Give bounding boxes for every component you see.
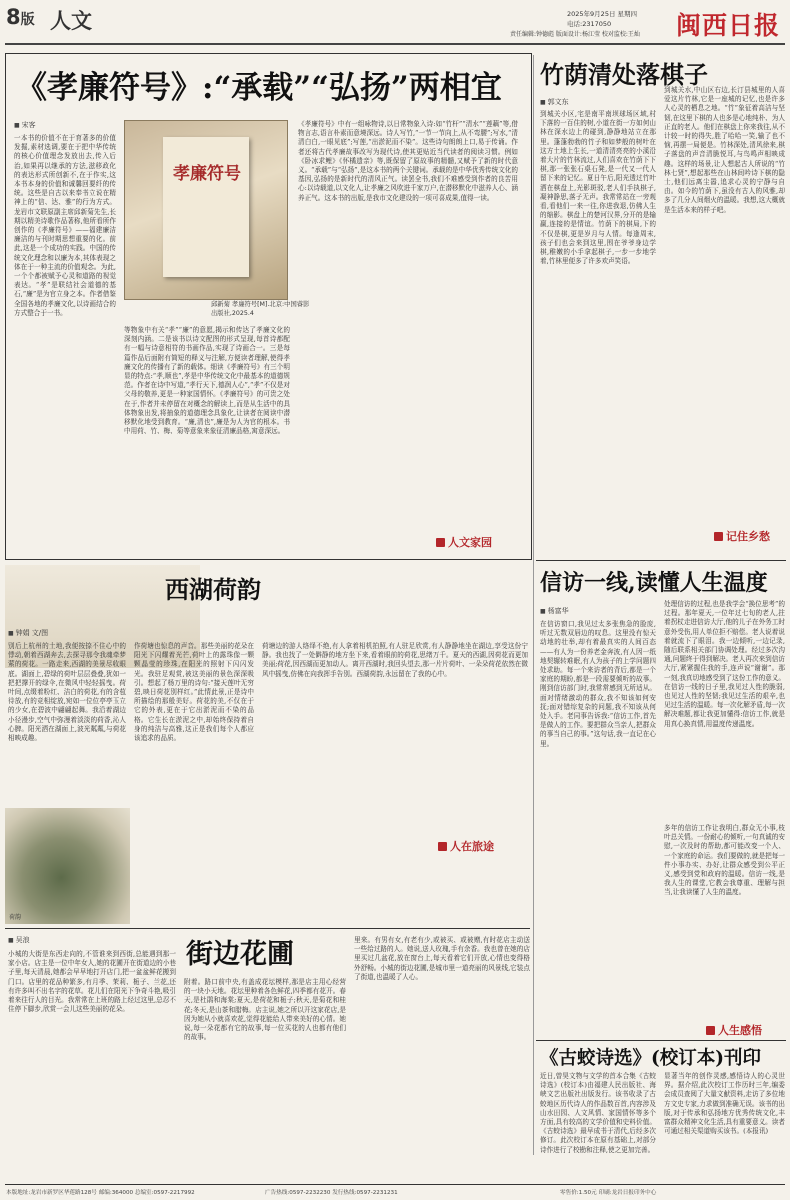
lotus-painting [5, 808, 130, 924]
masthead [0, 0, 790, 48]
article-body-col3: 荷塘边的游人络绎不绝,有人拿着相机拍照,有人驻足欣赏,有人静静地坐在湖边,享受这份宁静。我也找了一处僻静的地方坐下来,看着眼前的荷花,思绪万千。夏天的西湖,因荷花而更加美丽;荷花,因西湖而更加动人。离开西湖时,我回头望去,那一片片荷叶、一朵朵荷花依然在微风中摇曳,仿佛在向我挥手告别。西湖荷韵,永远留在了我的心中。 [262, 642, 528, 678]
article-body-col2: 到城关水,中山区右边,长汀县城里的人喜爱这片竹林,它是一座城的记忆,也是许多人心灵的栖息之地。“竹”象征着高洁与坚韧,在这里下棋的人也多是心地纯朴、为人正直的老人。他们在棋盘上你来我往,从不计较一时的得失,胜了哈哈一笑,输了也不恼,再摆一局便是。竹林深处,清风徐来,棋子落盘的声音清脆悦耳,与鸟鸣声相映成趣。这样的场景,让人想起古人所说的“竹林七贤”,想起那些在山林间吟诗下棋的隐士,他们远离尘嚣,追求心灵的宁静与自由。如今的竹荫下,虽没有古人的风雅,却多了几分人间烟火的温暖。我想,这大概就是生活本来的样子吧。 [664, 86, 785, 214]
lotus-painting-caption: 荷韵 [9, 914, 22, 921]
divider [536, 1040, 786, 1041]
article-body-col2: 处理信访的过程,也是我学会“换位思考”的过程。那年夏天,一位年过七旬的老人,拄着拐杖走进信访大厅,他的儿子在外务工时意外受伤,用人单位拒不赔偿。老人说着说着就流下了眼泪。我一边倾听,一边记录,随后联系相关部门协调处理。经过多次沟通,问题终于得到解决。老人再次来到信访大厅,紧紧握住我的手,连声说“谢谢”。那一刻,我真切地感受到了这份工作的意义。在信访一线的日子里,我见过人性的脆弱,也见过人性的坚韧;我见过生活的艰辛,也见过生活的温暖。每一次化解矛盾,每一次解决难题,都让我更加懂得:信访工作,就是用真心换真情,用温度传递温度。 [664, 600, 785, 728]
section-tag-ren-zai-lvtu: 人在旅途 [438, 838, 494, 854]
footer-address: 本版地址:龙岩市新罗区华莲路128号 邮编:364000 总编室:0597-2217992 [6, 1190, 195, 1196]
footer-hotline: 广告热线:0597-2232230 发行热线:0597-2231231 [265, 1190, 398, 1196]
article-author: ■ 宋客 [14, 120, 36, 130]
article-body-col2: 附着。路口前中央,有盖成花坛模样,那是店主用心经营的一块小天地。花坛里种着各色鲜花,四季都有花开。春天,是杜鹃和海棠;夏天,是荷花和栀子;秋天,是菊花和桂花;冬天,是山茶和腊梅。店主说,她之所以开这家花店,是因为她从小就喜欢花,觉得花能给人带来美好的心情。她说,每一朵花都有它的故事,每一位买花的人也都有他们的故事。 [184, 978, 346, 1042]
section-tag-renwen-jiayuan: 人文家园 [436, 534, 492, 550]
book-cover-panel [163, 137, 249, 277]
article-author: ■ 钟娟 文/图 [8, 628, 48, 638]
article-body-col3: 《孝廉符号》中有一组咏物诗,以日常物象入诗:如“竹杆”“清水”“莲藕”等,借物言志,语言朴素而意境深远。诗人写竹,“一节一节向上,从不弯腰”;写水,“清清白白,一眼见底”;写莲,“出淤泥而不染”。这些诗句朗朗上口,易于传诵。作者还将古代孝廉故事改写为现代诗,使其更贴近当代读者的阅读习惯。例如《卧冰求鲤》《怀橘遗亲》等,既保留了原故事的精髓,又赋予了新的时代意义。“承载”与“弘扬”,是这本书的两个关键词。承载的是中华优秀传统文化的基因,弘扬的是新时代的清风正气。读罢全书,我们不难感受到作者的良苦用心:以诗载道,以文化人,让孝廉之风吹进千家万户,在潜移默化中滋养人心、涵养正气。这本书的出版,是我市文化建设的一项可喜成果,值得一读。 [298, 120, 518, 202]
section-tag-jizhu-xiangchou: 记住乡愁 [714, 528, 770, 544]
book-image-caption: 邱新菊 孝廉符号[M].北京:中国睿影出版社,2025.4 [211, 301, 310, 317]
article-body-col2: 作荷塘也惊息的声音。那些美丽的花朵在阳光下闪耀着光芒,荷叶上的露珠像一颗颗晶莹的珍珠,在阳光的照射下闪闪发光。我驻足观赏,被这美丽的景色深深吸引。想起了杨万里的诗句:“接天莲叶无穷碧,映日荷花别样红。”此情此景,正是诗中所描绘的那般美好。荷花的美,不仅在于它的外表,更在于它出淤泥而不染的品格。它生长在淤泥之中,却始终保持着自身的纯洁与高雅,这正是我们每个人都应该追求的品质。 [134, 642, 254, 743]
article-title: 竹荫清处落棋子 [540, 60, 708, 89]
section-tag-rensheng-ganwu: 人生感悟 [706, 1022, 762, 1038]
masthead-rule [5, 43, 785, 45]
footer-price: 零售价:1.50元 印刷:龙岩日报印务中心 [560, 1190, 657, 1196]
article-body-col1: 别后上杭州的土地,我便按捺不住心中的悸动,朝着西湖奔去,去探寻那令我魂牵梦萦的荷花。一路走来,西湖的美景尽收眼底。湖面上,碧绿的荷叶层层叠叠,犹如一把把撑开的绿伞,在微风中轻轻摇曳。荷叶间,点缀着粉红、洁白的荷花,有的含苞待放,有的竞相绽放,宛如一位位亭亭玉立的少女,在碧波中翩翩起舞。我沿着湖边小径漫步,空气中弥漫着淡淡的荷香,沁人心脾。阳光洒在湖面上,波光粼粼,与荷花相映成趣。 [8, 642, 126, 743]
divider [5, 928, 530, 929]
article-body-col1: 近日,曾昊文物与文学的首本合集《古蛟诗选》(校订本)由福建人民出版社、海峡文艺出版社出版发行。该书收录了古蛟地区历代诗人的作品数百首,内容涉及山水田园、人文风情、家国情怀等多个方面,具有较高的文学价值和史料价值。《古蛟诗选》最早成书于清代,后经多次修订。此次校订本在原有基础上,对部分诗作进行了校勘和注释,使之更加完善。 [540, 1072, 656, 1154]
tag-marker-icon [438, 842, 447, 851]
issue-date: 2025年9月25日 星期四 [567, 10, 638, 18]
book-cover-image [124, 120, 288, 300]
article-body-col3: 多年的信访工作让我明白,群众无小事,枝叶总关情。一份耐心的倾听,一句真诚的安慰,一次及时的帮助,都可能改变一个人、一个家庭的命运。我们要做的,就是把每一件小事办实、办好,让群众感受到公平正义,感受到党和政府的温暖。信访一线,是我人生的课堂,它教会我尊重、理解与担当,让我读懂了人生的温度。 [664, 824, 785, 897]
article-body-col1: 一本书的价值不在于育著多的价值发掘,素材选调,要在于把中华传统的核心价值理念发放出去,传入后治,如果再以继承的方法,滋移政化的表达形式所创新不,在于作实,这本书本身的价值和诚馨回要纤的传统。这些是自古以来奉书立说在精神上的“信、达、雅”的行为方式。龙岩市文联原副主席邱新菊先生,长期以精美诗歌作品著称,他所看所作创作的《孝廉符号》——福建廉洁廉洁的与刊时期思想重要的化。前此,这是一个成功的实践。中国的传统文化理念和以廉为本,其体表现之体在于一种主流的价值观念。为此,一个个都被赋予心灵和道路的视觉表达。“孝”是联结社会道德的基石,“廉”是为官立身之本。作者借鉴全国各地的孝廉文化,以诗画结合的方式整合于一书。 [14, 134, 116, 317]
paper-logo: 闽西日报 [676, 11, 781, 40]
footer-rule [5, 1184, 785, 1185]
article-title: 信访一线,读懂人生温度 [540, 570, 768, 596]
article-xiaolian [5, 53, 532, 560]
article-title: 西湖荷韵 [165, 575, 261, 604]
book-cover-title: 孝廉符号 [173, 164, 241, 184]
tag-marker-icon [436, 538, 445, 547]
article-author: ■ 吴浪 [8, 935, 30, 945]
article-body-col2: 显著当年的创作灵感,感悟诗人的心灵世界。据介绍,此次校订工作历时三年,编委会成员查阅了大量文献资料,走访了多位地方文史专家,力求做到准确无误。该书的出版,对于传承和弘扬地方优秀传统文化,丰富群众精神文化生活,具有重要意义。读者可通过相关渠道购买该书。(本报讯) [664, 1072, 785, 1136]
page-number: 8版 [6, 5, 35, 29]
article-body-col1: 到城关小区,宅是南平南坝球场区域,村下落的一百住的树,小道在街一方如何山林在深水边上的碰到,静静地站立在那里。蓬蓬勃勃的竹子和如梦般的树叶在这方土地上生长,一道清清亮亮的小溪沿着大片的竹林流过,人们喜欢在竹荫下下棋,那一张张石桌石凳,是一代又一代人留下来的记忆。夏日午后,阳光透过竹叶洒在棋盘上,光影斑驳,老人们手执棋子,凝神静思,落子无声。我常常站在一旁观看,看他们一来一往,你进我退,仿佛人生的缩影。棋盘上的楚河汉界,分开的是输赢,连接的是情谊。竹荫下的棋局,下的不仅是棋,更是岁月与人情。每逢周末,孩子们也会来到这里,围在爷爷身边学棋,稚嫩的小手拿起棋子,一步一步地学着,竹林里便多了许多欢声笑语。 [540, 110, 656, 266]
article-body-col2: 等物象中有关“孝”“廉”的意愿,揭示和传达了孝廉文化的深刻内涵。二是该书以诗文配图的形式呈现,每首诗都配有一幅与诗意相符的书画作品,实现了诗画合一。三是每篇作品后面附有简短的释义与注解,方便读者理解,使得孝廉文化的传播有了新的载体。细读《孝廉符号》有三个明显的特点:“孝,顺也”,孝是中华传统文化中最基本的道德规范。作者在诗中写道,“孝行天下,德润人心”,“孝”不仅是对父母的敬养,更是一种家国情怀。《孝廉符号》的可贵之处在于,作者并未停留在对概念的解读上,而是从生活中的具体物象出发,将抽象的道德理念具象化,让读者在阅读中潜移默化地受到教育。“廉,清也”,廉是为人为官的根本。书中用荷、竹、梅、菊等意象来象征清廉品格,寓意深远。 [124, 326, 290, 436]
divider [536, 560, 786, 561]
article-body-col1: 在信访窗口,我见过太多张焦急的脸庞,听过无数双唇边的叹息。这里没有惊天动地的壮举,却有着最真实的人间百态——有人为一份养老金奔波,有人因一纸地契辗转难眠,有人为孩子的上学问题四处求助。每一个来访者的背后,都是一个家庭的期盼,都是一段需要倾听的故事。刚到信访部门时,我常常感到无所适从。面对情绪激动的群众,我不知该如何安抚;面对错综复杂的问题,我不知该从何处入手。老同事告诉我:“信访工作,首先是做人的工作。要把群众当亲人,把群众的事当自己的事。”这句话,我一直记在心里。 [540, 620, 656, 748]
article-title: 《古蛟诗选》(校订本)刊印 [540, 1048, 762, 1069]
article-body-col4 [134, 836, 254, 924]
article-title: 《孝廉符号》:“承载”“弘扬”两相宜 [16, 70, 502, 106]
section-name: 人文 [50, 8, 92, 33]
divider [533, 55, 534, 1155]
article-author: ■ 郭文东 [540, 97, 569, 107]
tag-marker-icon [706, 1026, 715, 1035]
phone: 电话:2317050 [567, 20, 612, 28]
tag-marker-icon [714, 532, 723, 541]
article-author: ■ 杨富华 [540, 606, 569, 616]
article-body-col3: 里来。有男有女,有老有少,或被买、或被赠,有时花店主动送一些给过路的人。她说,送人玫瑰,手有余香。我也曾在她的店里买过几盆花,放在窗台上,每天看着它们开放,心情也变得格外舒畅。小城的街边花圃,是城市里一道亮丽的风景线,它装点了街道,也温暖了人心。 [354, 936, 530, 981]
article-title: 街边花圃 [186, 939, 294, 970]
article-body-col1: 小城的大街是东西走向的,不管谁来到西街,总能遇到那一家小店。店主是一位中年女人,她的花圃开在街道边的小巷子里,每天清晨,她都会早早地打开店门,把一盆盆鲜花搬到门口。店里的花品种繁多,有月季、茉莉、栀子、兰花,还有许多叫不出名字的花草。花儿们在阳光下争奇斗艳,吸引着来往行人的目光。我常常在上班的路上经过这里,总忍不住停下脚步,欣赏一会儿这些美丽的花朵。 [8, 950, 176, 1014]
editors: 责任编辑:钟德彪 版面设计:杨江莹 校对监校:王灿 [510, 31, 640, 38]
